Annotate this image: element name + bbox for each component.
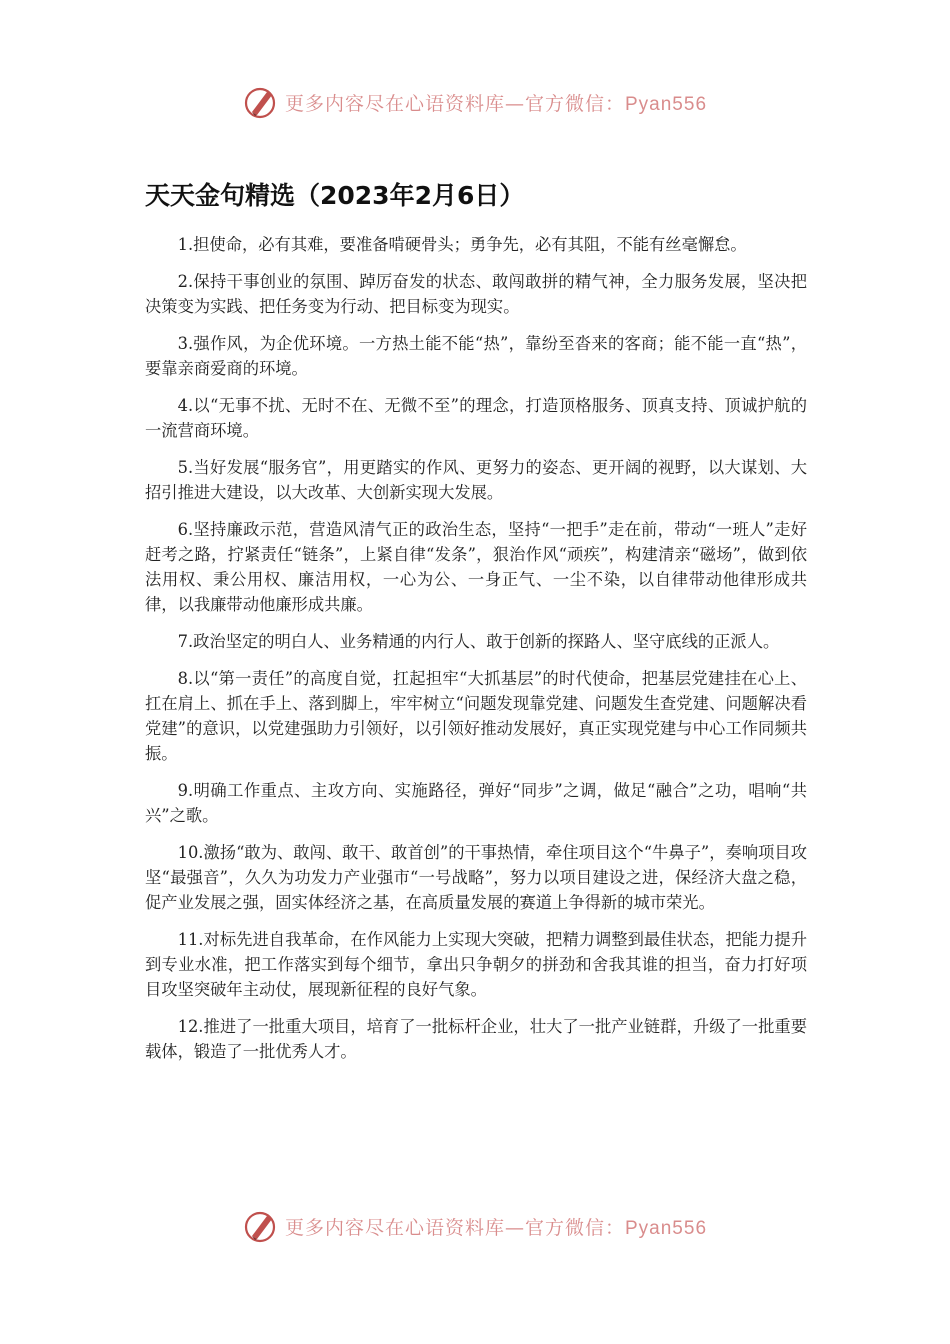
paragraph-12: 12.推进了一批重大项目，培育了一批标杆企业，壮大了一批产业链群，升级了一批重要载体，锻造了一批优秀人才。 — [145, 1017, 807, 1061]
pen-logo-icon — [243, 84, 279, 120]
paragraph-9: 9.明确工作重点、主攻方向、实施路径，弹好“同步”之调，做足“融合”之功，唱响“共兴”之歌。 — [145, 781, 807, 825]
page-title: 天天金句精选（2023年2月6日） — [145, 181, 525, 210]
document-body — [145, 232, 807, 1076]
header-banner — [0, 84, 950, 120]
header-banner-text: 更多内容尽在心语资料库—官方微信：Pyan556 — [284, 92, 708, 115]
paragraph-5: 5.当好发展“服务官”，用更踏实的作风、更努力的姿态、更开阔的视野，以大谋划、大招引推进大建设，以大改革、大创新实现大发展。 — [145, 458, 807, 502]
paragraph-11: 11.对标先进自我革命，在作风能力上实现大突破，把精力调整到最佳状态，把能力提升到专业水准，把工作落实到每个细节，拿出只争朝夕的拼劲和舍我其谁的担当，奋力打好项目攻坚突破年主动仗，展现新征程的良好气象。 — [145, 930, 807, 999]
paragraph-10: 10.激扬“敢为、敢闯、敢干、敢首创”的干事热情，牵住项目这个“牛鼻子”，奏响项目攻坚“最强音”，久久为功发力产业强市“一号战略”，努力以项目建设之进，保经济大盘之稳，促产业发展之强，固实体经济之基，在高质量发展的赛道上争得新的城市荣光。 — [145, 843, 807, 912]
footer-banner — [0, 1208, 950, 1244]
pen-logo-icon — [243, 1208, 279, 1244]
paragraph-6: 6.坚持廉政示范，营造风清气正的政治生态，坚持“一把手”走在前，带动“一班人”走好赶考之路，拧紧责任“链条”，上紧自律“发条”，狠治作风“顽疾”，构建清亲“磁场”，做到依法用权、秉公用权、廉洁用权，一心为公、一身正气、一尘不染，以自律带动他律形成共律，以我廉带动他廉形成共廉。 — [145, 520, 807, 614]
footer-wechat-id: Pyan556 — [625, 1217, 708, 1239]
paragraph-8: 8.以“第一责任”的高度自觉，扛起担牢“大抓基层”的时代使命，把基层党建挂在心上、扛在肩上、抓在手上、落到脚上，牢牢树立“问题发现靠党建、问题发生查党建、问题解决看党建”的意识，以党建强助力引领好，以引领好推动发展好，真正实现党建与中心工作同频共振。 — [145, 669, 807, 763]
paragraph-7: 7.政治坚定的明白人、业务精通的内行人、敢于创新的探路人、坚守底线的正派人。 — [177, 632, 780, 651]
header-wechat-id: Pyan556 — [625, 93, 708, 115]
paragraph-1: 1.担使命，必有其难，要准备啃硬骨头；勇争先，必有其阻，不能有丝毫懈怠。 — [177, 235, 747, 254]
paragraph-4: 4.以“无事不扰、无时不在、无微不至”的理念，打造顶格服务、顶真支持、顶诚护航的一流营商环境。 — [145, 396, 807, 440]
paragraph-2: 2.保持干事创业的氛围、踔厉奋发的状态、敢闯敢拼的精气神，全力服务发展，坚决把决策变为实践、把任务变为行动、把目标变为现实。 — [145, 272, 807, 316]
paragraph-3: 3.强作风，为企优环境。一方热土能不能“热”，靠纷至沓来的客商；能不能一直“热”，要靠亲商爱商的环境。 — [145, 334, 807, 378]
footer-banner-text: 更多内容尽在心语资料库—官方微信：Pyan556 — [284, 1216, 708, 1239]
